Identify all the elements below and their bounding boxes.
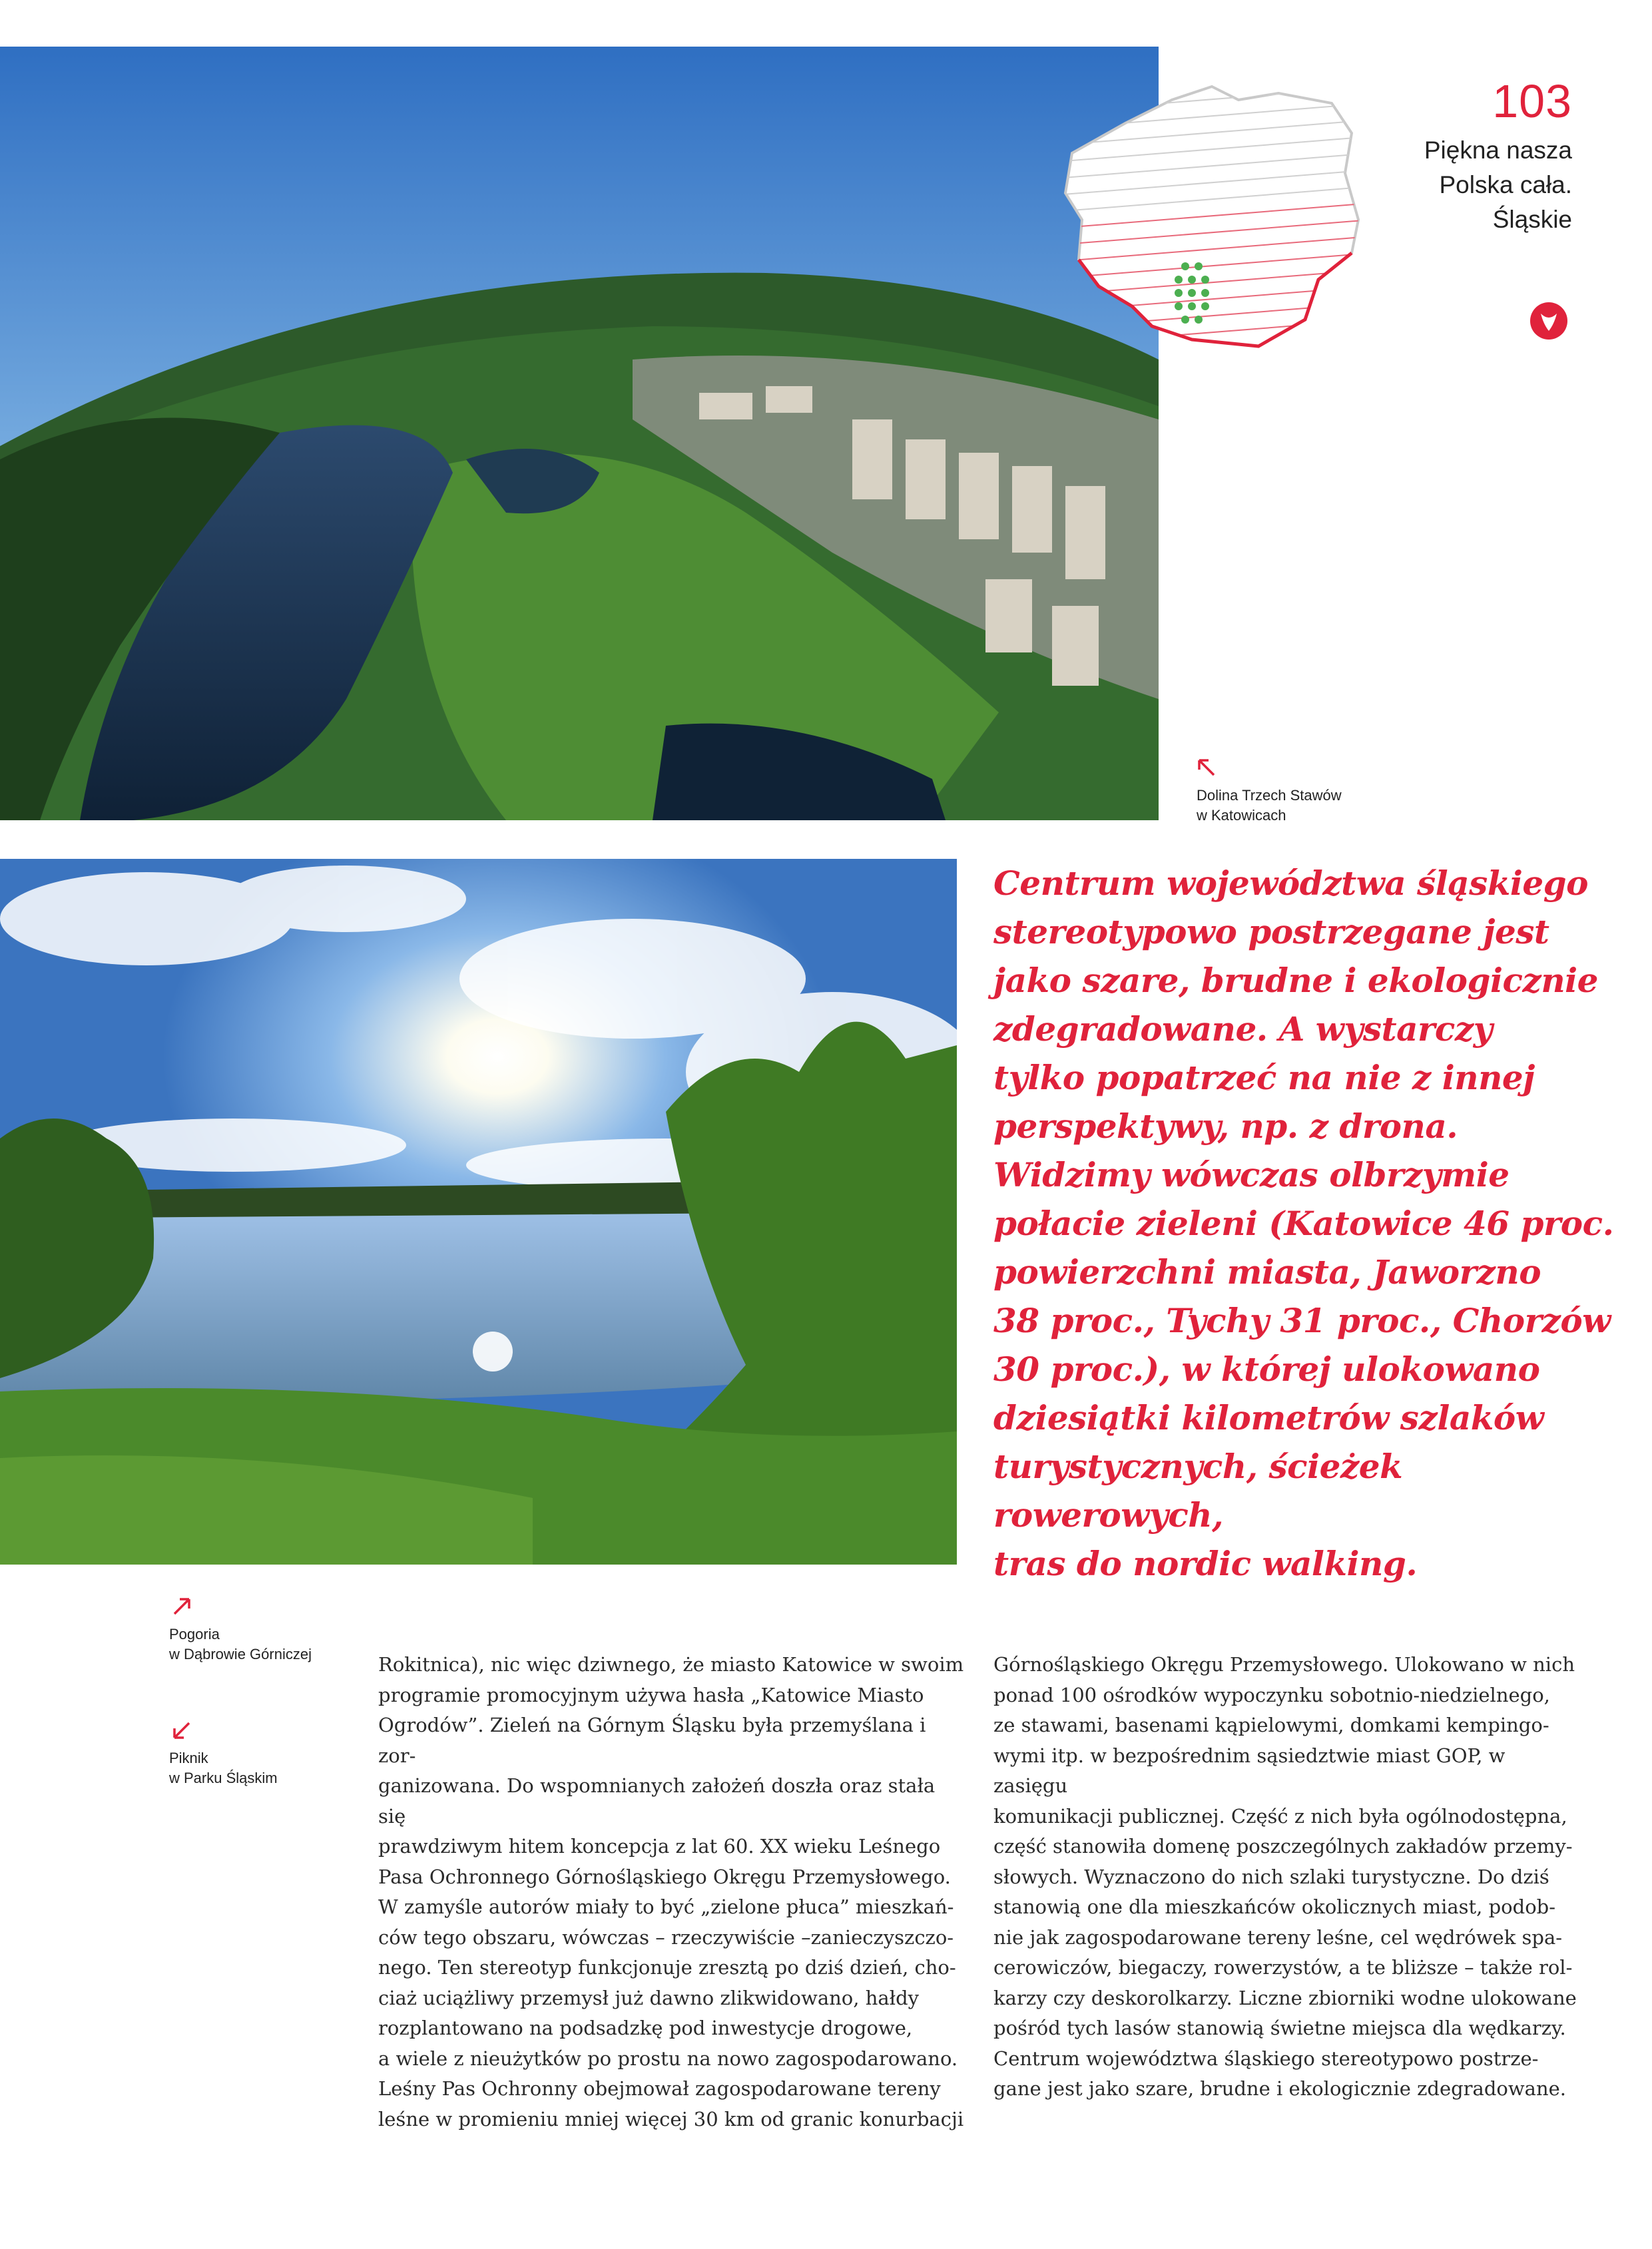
page-number: 103 xyxy=(1492,75,1572,127)
body-column-left: Rokitnica), nic więc dziwnego, że miasto Katowice w swoim programie promocyjnym używa hasła „Katowice Miasto Ogrodów”. Zieleń na Górnym Śląsku była przemyślana i zor- ganizowana. Do wspomnianych założeń doszła oraz stała się prawdziwym hitem koncepcja z lat 60. XX wieku Leśnego Pasa Ochronnego Górnośląskiego Okręgu Przemysłowego. W zamyśle autorów miały to być „zielone płuca” mieszkań- ców tego obszaru, wówczas – rzeczywiście –zanieczyszczo- nego. Ten stereotyp funkcjonuje zresztą po dziś dzień, cho- ciaż uciążliwy przemysł już dawno zlikwidowano, hałdy rozplantowano na podsadzkę pod inwestycje drogowe, a wiele z nieużytków po prostu na nowo zagospodarowano. Leśny Pas Ochronny obejmował zagospodarowane tereny leśne w promieniu mniej więcej 30 km od granic konurbacji xyxy=(378,1653,964,2130)
poland-map-icon xyxy=(1039,60,1372,353)
brand-logo-icon xyxy=(1529,302,1568,340)
photo-pogoria-lake xyxy=(0,859,957,1565)
caption-pogoria: Pogoria w Dąbrowie Górniczej xyxy=(169,1626,312,1662)
arrow-up-right-icon xyxy=(172,1597,192,1617)
body-column-right: Górnośląskiego Okręgu Przemysłowego. Ulokowano w nich ponad 100 ośrodków wypoczynku sobotnio-niedzielnego, ze stawami, basenami kąpielowymi, domkami kempingo- wymi itp. w bezpośrednim sąsiedztwie miast GOP, w zasięgu komunikacji publicznej. Część z nich była ogólnodostępna, część stanowiła domenę poszczególnych zakładów przemy- słowych. Wyznaczono do nich szlaki turystyczne. Do dziś stanowią one dla mieszkańców okolicznych miast, podob- nie jak zagospodarowane tereny leśne, cel wędrówek spa- cerowiczów, biegaczy, rowerzystów, a te bliższe – także rol- karzy czy deskorolkarzy. Liczne zbiorniki wodne ulokowane pośród tych lasów stanowią świetne miejsca dla wędkarzy. Centrum województwa śląskiego stereotypowo postrze- gane jest jako szare, brudne i ekologicznie zdegradowane. xyxy=(993,1653,1577,2100)
pull-quote: Centrum województwa śląskiego stereotypowo postrzegane jest jako szare, brudne i ekologicznie zdegradowane. A wystarczy tylko popatrzeć na nie z innej perspektywy, np. z drona. Widzimy wówczas olbrzymie połacie zieleni (Katowice 46 proc. powierzchni miasta, Jaworzno 38 proc., Tychy 31 proc., Chorzów 30 proc.), w której ulokowano dziesiątki kilometrów szlaków turystycznych, ścieżek rowerowych, tras do nordic walking. xyxy=(993,864,1614,1583)
arrow-up-left-icon xyxy=(1197,758,1217,778)
aerial-photo-dolina-trzech-stawow xyxy=(0,47,1159,820)
caption-piknik: Piknik w Parku Śląskim xyxy=(169,1750,278,1786)
section-title: Piękna nasza Polska cała. Śląskie xyxy=(1424,136,1572,233)
caption-dolina-trzech-stawow: Dolina Trzech Stawów w Katowicach xyxy=(1197,787,1342,824)
arrow-down-left-icon xyxy=(172,1720,192,1740)
